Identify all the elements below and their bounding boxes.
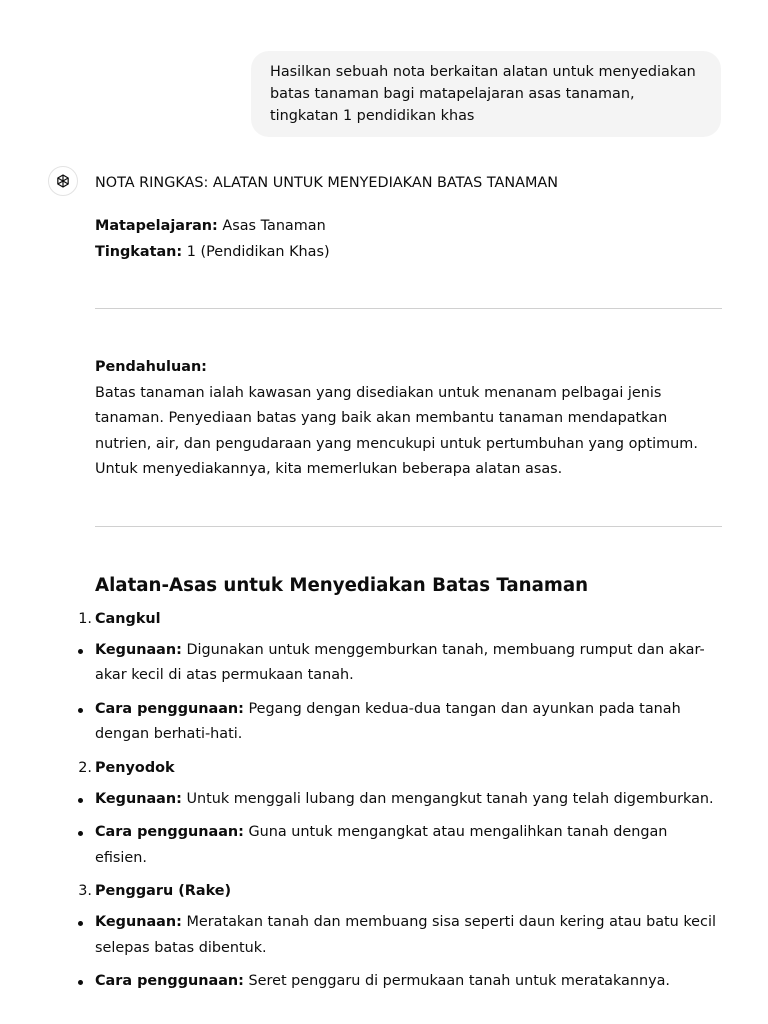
how-label: Cara penggunaan: <box>95 824 244 840</box>
tool-number: 3. <box>78 883 92 899</box>
tool-item <box>78 608 723 630</box>
tool-name: Cangkul <box>95 610 161 627</box>
tool-item <box>78 880 723 902</box>
tool-number: 1. <box>78 610 92 627</box>
tool-how-bullet <box>95 697 723 748</box>
use-text: Untuk menggali lubang dan mengangkut tanah yang telah digemburkan. <box>181 790 714 807</box>
tool-how-bullet <box>95 969 723 995</box>
tool-name: Penyodok <box>95 759 175 776</box>
how-text: Guna untuk mengangkat atau mengalihkan tanah dengan efisien. <box>95 824 668 866</box>
tool-name: Penggaru (Rake) <box>95 883 232 899</box>
section-title: Alatan-Asas untuk Menyediakan Batas Tanaman <box>95 574 589 596</box>
use-label: Kegunaan: <box>95 914 182 930</box>
use-label: Kegunaan: <box>95 641 182 658</box>
tool-item <box>78 757 723 779</box>
use-label: Kegunaan: <box>95 790 182 807</box>
tool-how-bullet <box>95 820 723 871</box>
assistant-response <box>78 170 723 995</box>
note-title: NOTA RINGKAS: ALATAN UNTUK MENYEDIAKAN BATAS TANAMAN <box>95 175 559 191</box>
openai-logo-icon <box>54 172 72 190</box>
level-line <box>95 240 723 266</box>
tool-use-bullet <box>95 910 723 961</box>
intro-text: Batas tanaman ialah kawasan yang disediakan untuk menanam pelbagai jenis tanaman. Penyediaan batas yang baik akan membantu tanaman mendapatkan nutrien, air, dan pengudaraan yang mencukupi untuk pertumbuhan yang optimum. Untuk menyediakannya, kita memerlukan beberapa alatan asas. <box>95 384 698 477</box>
assistant-avatar <box>48 166 78 196</box>
subject-line <box>95 214 723 240</box>
level-label: Tingkatan: <box>95 243 183 260</box>
note-meta <box>95 214 723 265</box>
intro-section <box>95 355 723 483</box>
tool-number: 2. <box>78 759 92 776</box>
level-value: 1 (Pendidikan Khas) <box>182 243 330 260</box>
how-text: Pegang dengan kedua-dua tangan dan ayunkan pada tanah dengan berhati-hati. <box>95 700 681 742</box>
use-text: Digunakan untuk menggemburkan tanah, membuang rumput dan akar-akar kecil di atas permukaan tanah. <box>95 641 705 683</box>
divider <box>95 308 722 309</box>
user-message-bubble <box>251 51 721 137</box>
subject-value: Asas Tanaman <box>217 218 326 234</box>
divider <box>95 526 722 527</box>
how-text: Seret penggaru di permukaan tanah untuk meratakannya. <box>243 973 670 989</box>
subject-label: Matapelajaran: <box>95 218 218 234</box>
intro-heading: Pendahuluan: <box>95 359 207 375</box>
tool-use-bullet <box>95 638 723 689</box>
tool-use-bullet <box>95 787 723 813</box>
use-text: Meratakan tanah dan membuang sisa seperti daun kering atau batu kecil selepas batas dibentuk. <box>95 914 716 956</box>
how-label: Cara penggunaan: <box>95 700 244 717</box>
how-label: Cara penggunaan: <box>95 973 244 989</box>
user-message-text: Hasilkan sebuah nota berkaitan alatan untuk menyediakan batas tanaman bagi matapelajaran asas tanaman, tingkatan 1 pendidikan khas <box>270 64 696 124</box>
